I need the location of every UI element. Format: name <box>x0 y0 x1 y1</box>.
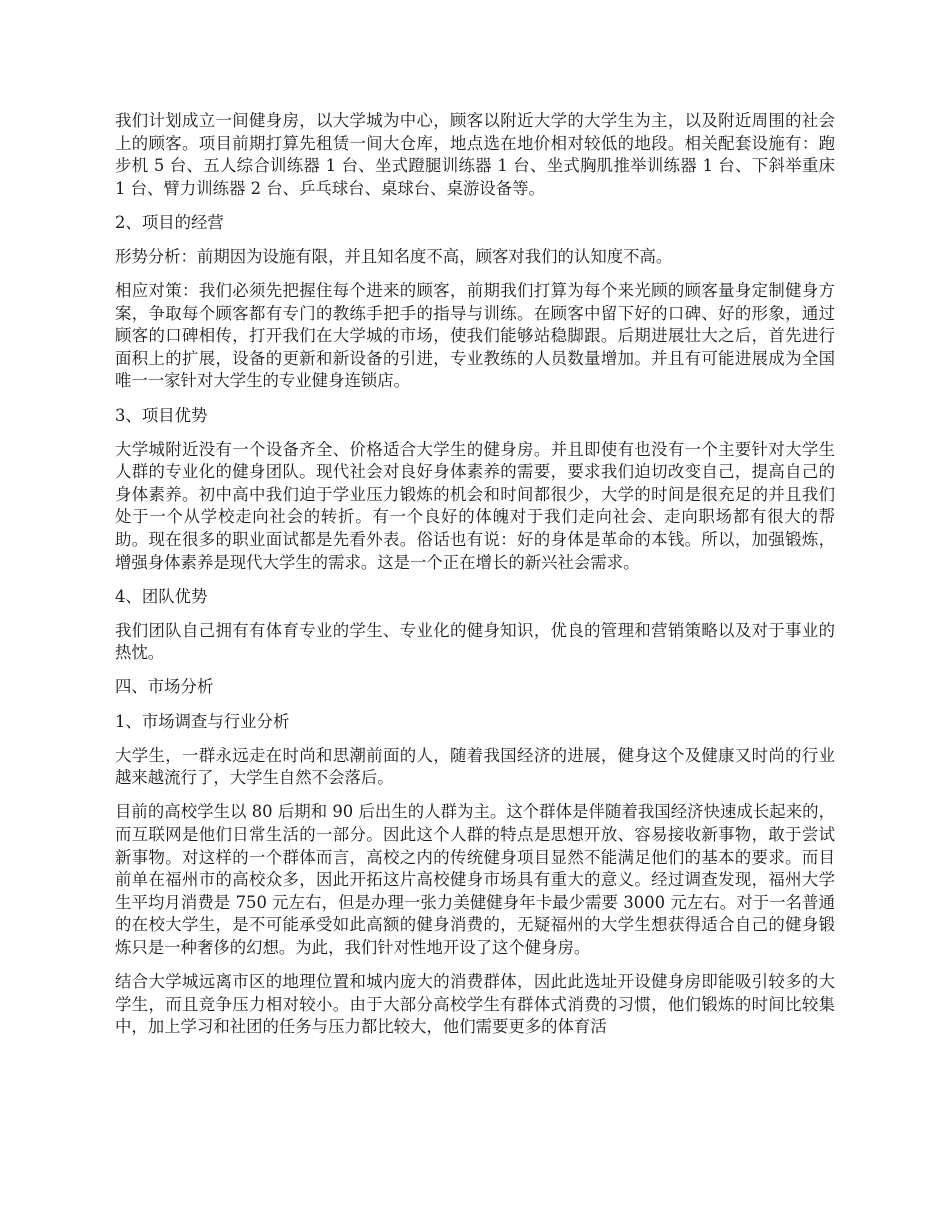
paragraph-student-demographics: 目前的高校学生以 80 后期和 90 后出生的人群为主。这个群体是伴随着我国经济快速成长起来的，而互联网是他们日常生活的一部分。因此这个人群的特点是思想开放、容易接收新事物，敢于尝试新事物。对这样的一个群体而言，高校之内的传统健身项目显然不能满足他们的基本的要求。而目前单在福州市的高校众多，因此开拓这片高校健身市场具有重大的意义。经过调查发现，福州大学生平均月消费是 750 元左右，但是办理一张力美健健身年卡最少需要 3000 元左右。对于一名普通的在校大学生，是不可能承受如此高额的健身消费的，无疑福州的大学生想获得适合自己的健身锻炼只是一种奢侈的幻想。为此，我们针对性地开设了这个健身房。 <box>115 802 835 957</box>
paragraph-situation-analysis: 形势分析：前期因为设施有限，并且知名度不高，顾客对我们的认知度不高。 <box>115 246 673 266</box>
chapter-heading-market-analysis: 四、市场分析 <box>115 677 214 697</box>
section-heading-operation: 2、项目的经营 <box>115 212 224 232</box>
section-heading-team-advantages: 4、团队优势 <box>115 586 208 606</box>
paragraph-intro: 我们计划成立一间健身房，以大学城为中心，顾客以附近大学的大学生为主，以及附近周围的社会上的顾客。项目前期打算先租赁一间大仓库，地点选在地价相对较低的地段。相关配套设施有：跑步机 5 台、五人综合训练器 1 台、坐式蹬腿训练器 1 台、坐式胸肌推举训练器 1 台、下斜举重床 1 台、臂力训练器 2 台、乒乓球台、桌球台、桌游设备等。 <box>115 111 835 198</box>
paragraph-project-advantages: 大学城附近没有一个设备齐全、价格适合大学生的健身房。并且即使有也没有一个主要针对大学生人群的专业化的健身团队。现代社会对良好身体素养的需要，要求我们迫切改变自己，提高自己的身体素养。初中高中我们迫于学业压力锻炼的机会和时间都很少，大学的时间是很充足的并且我们处于一个从学校走向社会的转折。有一个良好的体魄对于我们走向社会、走向职场都有很大的帮助。现在很多的职业面试都是先看外表。俗话也有说：好的身体是革命的本钱。所以，加强锻炼，增强身体素养是现代大学生的需求。这是一个正在增长的新兴社会需求。 <box>115 439 835 572</box>
paragraph-students-trend: 大学生，一群永远走在时尚和思潮前面的人，随着我国经济的进展，健身这个及健康又时尚的行业越来越流行了，大学生自然不会落后。 <box>115 745 835 788</box>
paragraph-location-rationale: 结合大学城远离市区的地理位置和城内庞大的消费群体，因此此选址开设健身房即能吸引较多的大学生，而且竞争压力相对较小。由于大部分高校学生有群体式消费的习惯，他们锻炼的时间比较集中，加上学习和社团的任务与压力都比较大，他们需要更多的体育活 <box>115 972 835 1037</box>
paragraph-countermeasures: 相应对策：我们必须先把握住每个进来的顾客，前期我们打算为每个来光顾的顾客量身定制健身方案，争取每个顾客都有专门的教练手把手的指导与训练。在顾客中留下好的口碑、好的形象，通过顾客的口碑相传，打开我们在大学城的市场，使我们能够站稳脚跟。后期进展壮大之后，首先进行面积上的扩展，设备的更新和新设备的引进，专业教练的人员数量增加。并且有可能进展成为全国唯一一家针对大学生的专业健身连锁店。 <box>115 281 835 391</box>
paragraph-team-advantages: 我们团队自己拥有有体育专业的学生、专业化的健身知识，优良的管理和营销策略以及对于事业的热忱。 <box>115 620 835 663</box>
section-heading-market-survey: 1、市场调查与行业分析 <box>115 711 290 731</box>
section-heading-project-advantages: 3、项目优势 <box>115 405 208 425</box>
